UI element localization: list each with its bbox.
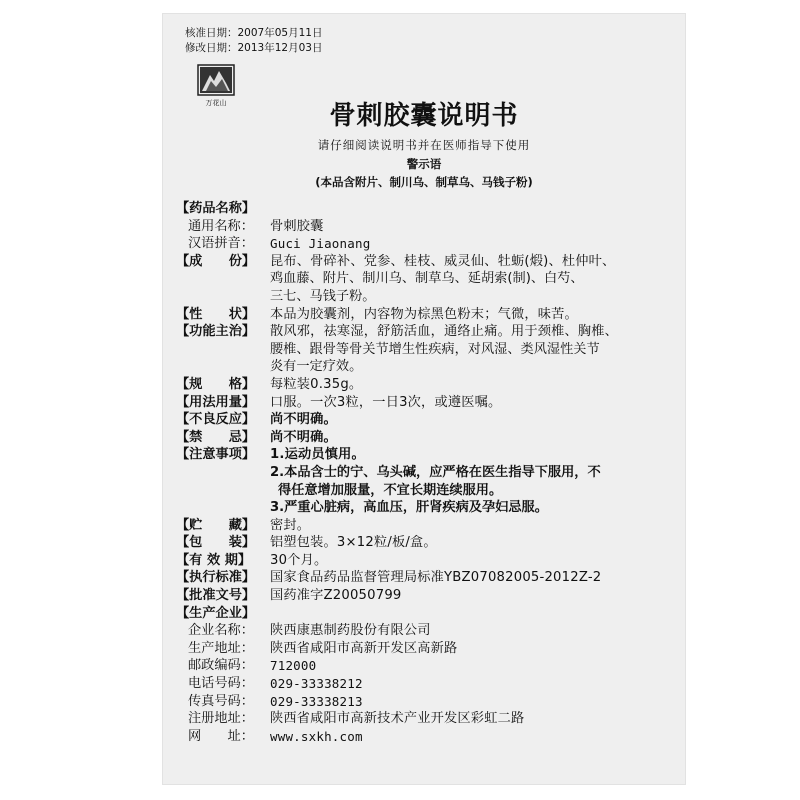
leaflet-body bbox=[176, 200, 676, 745]
caution-item-3: 3.严重心脏病，高血压，肝肾疾病及孕妇忌服。 bbox=[270, 500, 548, 516]
website-link[interactable]: www.sxkh.com bbox=[270, 728, 363, 744]
ingredients-row: 【成 份】 昆布、骨碎补、党参、桂枝、威灵仙、牡蛎(煅)、杜仲叶、 bbox=[176, 253, 616, 269]
storage-row: 【贮 藏】 密封。 bbox=[176, 517, 311, 533]
dosage-row: 【用法用量】 口服。一次3粒，一日3次，或遵医嘱。 bbox=[176, 394, 502, 410]
website-row: 网 址： www.sxkh.com bbox=[176, 728, 676, 746]
adverse-reaction-row: 【不良反应】 尚不明确。 bbox=[176, 412, 337, 428]
page-title: 骨刺胶囊说明书 bbox=[329, 101, 519, 131]
postcode-row: 邮政编码： 712000 bbox=[188, 658, 317, 674]
warning-title: 警示语 bbox=[406, 157, 442, 171]
leaflet-sheet bbox=[163, 14, 685, 784]
spec-row: 【规 格】 每粒装0.35g。 bbox=[176, 376, 363, 392]
ingredients-line-3: 三七、马钱子粉。 bbox=[270, 288, 376, 304]
indication-line-2: 腰椎、跟骨等骨关节增生性疾病，对风湿、类风湿性关节 bbox=[270, 341, 600, 357]
approval-row: 【批准文号】 国药准字Z20050799 bbox=[176, 588, 402, 604]
validity-row: 【有 效 期】 30个月。 bbox=[176, 552, 328, 568]
date-block bbox=[185, 26, 322, 56]
caution-item-2: 2.本品含士的宁、乌头碱，应严格在医生指导下服用，不 得任意增加服量，不宜长期连续服用。 bbox=[270, 464, 601, 498]
approve-date: 核准日期：2007年05月11日 bbox=[185, 27, 323, 39]
company-row: 企业名称： 陕西康惠制药股份有限公司 bbox=[188, 623, 431, 639]
fax-row: 传真号码： 029-33338213 bbox=[188, 693, 363, 709]
subtitle: 请仔细阅读说明书并在医师指导下使用 bbox=[317, 138, 531, 152]
indication-line-3: 炎有一定疗效。 bbox=[270, 359, 363, 375]
phone-row: 电话号码： 029-33338212 bbox=[188, 676, 363, 692]
warning-text: (本品含附片、制川乌、制草乌、马钱子粉) bbox=[315, 175, 533, 189]
manufacturer-heading: 【生产企业】 bbox=[176, 605, 256, 621]
standard-row: 【执行标准】 国家食品药品监督管理局标准YBZ07082005-2012Z-2 bbox=[176, 570, 602, 586]
character-row: 【性 状】 本品为胶囊剂，内容物为棕黑色粉末；气微，味苦。 bbox=[176, 306, 578, 322]
contraindication-row: 【禁 忌】 尚不明确。 bbox=[176, 429, 337, 445]
drug-name-heading: 【药品名称】 bbox=[176, 201, 256, 216]
pinyin-row: 汉语拼音： Guci Jiaonang bbox=[188, 236, 371, 252]
indication-row: 【功能主治】 散风邪，祛寒湿，舒筋活血，通络止痛。用于颈椎、胸椎、 bbox=[176, 324, 619, 340]
generic-name-row: 通用名称： 骨刺胶囊 bbox=[188, 218, 324, 234]
caution-row: 【注意事项】 1.运动员慎用。 bbox=[176, 447, 365, 463]
revise-date: 修改日期：2013年12月03日 bbox=[185, 42, 323, 54]
svg-text:万花山: 万花山 bbox=[205, 99, 227, 107]
address-row: 生产地址： 陕西省咸阳市高新开发区高新路 bbox=[188, 640, 458, 656]
registered-address-row: 注册地址： 陕西省咸阳市高新技术产业开发区彩虹二路 bbox=[188, 711, 525, 727]
package-row: 【包 装】 铝塑包装。3×12粒/板/盒。 bbox=[176, 535, 437, 551]
ingredients-line-2: 鸡血藤、附片、制川乌、制草乌、延胡索(制)、白芍、 bbox=[270, 271, 584, 287]
